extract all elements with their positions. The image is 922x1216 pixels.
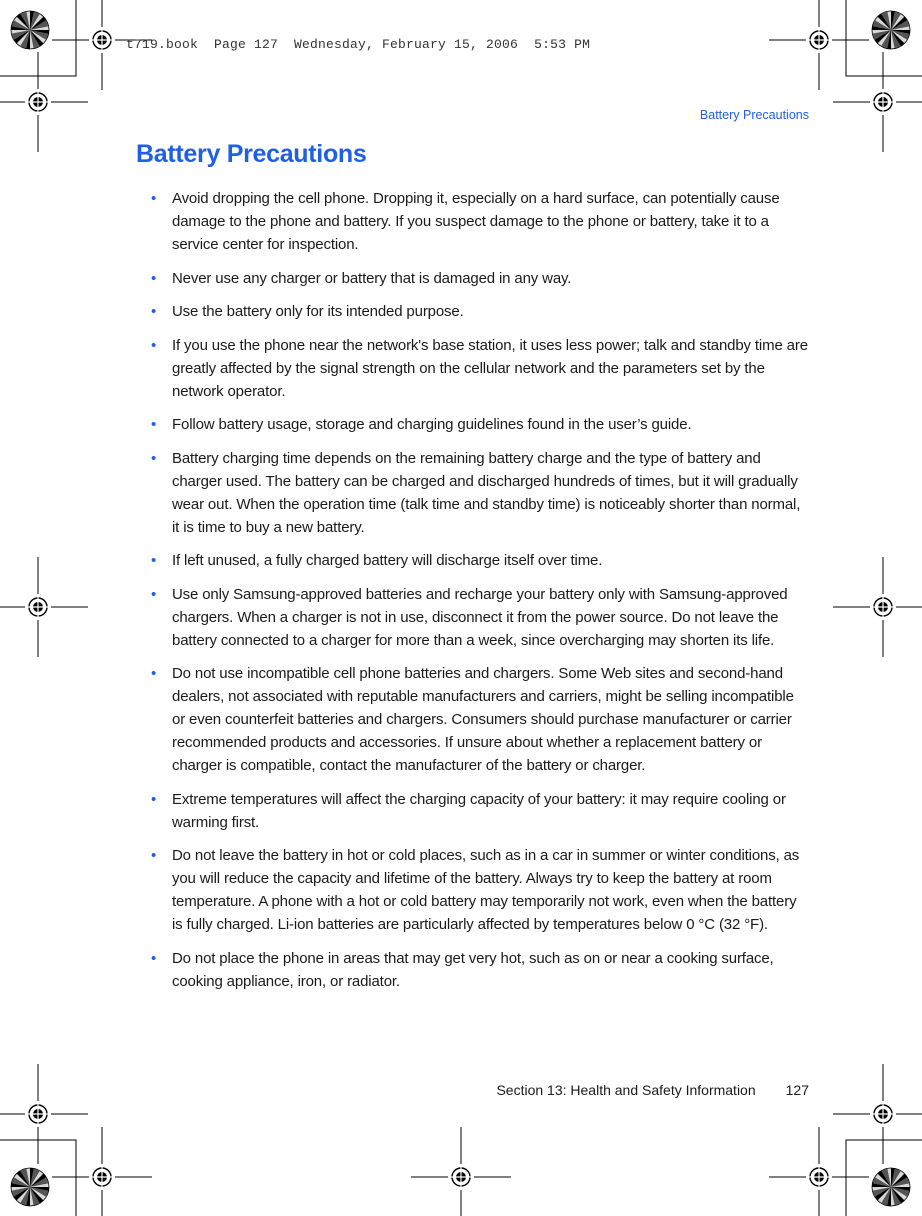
bullet-icon: • (151, 269, 157, 287)
precautions-list (150, 187, 810, 1003)
list-item (150, 334, 810, 403)
bullet-icon: • (151, 190, 157, 207)
bullet-text: If left unused, a fully charged battery will discharge itself over time. (172, 552, 603, 569)
bullet-text: Use only Samsung-approved batteries and recharge your battery only with Samsung-approved chargers. When a charger is not in use, disconnect it from the power source. Do not leave the battery connected to a charger for more than a week, since overcharging may shorten its life. (172, 585, 788, 649)
list-item (150, 844, 810, 936)
bullet-text: Do not leave the battery in hot or cold places, such as in a car in summer or winter conditions, as you will reduce the capacity and lifetime of the battery. Always try to keep the battery at room temperature. A phone with a hot or cold battery may temporarily not work, even when the battery is fully charged. Li-ion batteries are particularly affected by temperatures below 0 °C (32 °F). (172, 847, 800, 933)
bullet-text: Use the battery only for its intended purpose. (172, 303, 464, 320)
page-title: Battery Precautions (136, 140, 367, 168)
list-item (150, 947, 810, 993)
bullet-icon: • (151, 336, 157, 354)
list-item (150, 267, 810, 290)
list-item (150, 187, 810, 256)
bullet-text: If you use the phone near the network's base station, it uses less power; talk and standby time are greatly affected by the signal strength on the cellular network and the parameters set by the network operator. (172, 336, 808, 400)
bullet-icon: • (151, 790, 157, 808)
bullet-icon: • (151, 416, 157, 433)
bullet-icon: • (151, 449, 157, 467)
bullet-text: Avoid dropping the cell phone. Dropping it, especially on a hard surface, can potentially cause damage to the phone and battery. If you suspect damage to the phone or battery, take it to a service center for inspection. (172, 190, 780, 253)
bullet-icon: • (151, 585, 157, 603)
bullet-text: Extreme temperatures will affect the charging capacity of your battery: it may require cooling or warming first. (172, 790, 786, 831)
list-item (150, 583, 810, 652)
bullet-icon: • (151, 552, 157, 569)
bullet-icon: • (151, 665, 157, 682)
bullet-icon: • (151, 949, 157, 967)
list-item (150, 788, 810, 834)
list-item (150, 300, 810, 323)
bullet-text: Do not place the phone in areas that may get very hot, such as on or near a cooking surface, cooking appliance, iron, or radiator. (172, 949, 774, 990)
running-header: Battery Precautions (699, 108, 809, 122)
list-item (150, 549, 810, 572)
footer-section-title: Section 13: Health and Safety Information (496, 1082, 756, 1098)
list-item (150, 413, 810, 436)
bullet-text: Follow battery usage, storage and charging guidelines found in the user’s guide. (172, 416, 692, 433)
page-footer (496, 1082, 809, 1098)
page-number: 127 (785, 1082, 809, 1098)
bullet-text: Do not use incompatible cell phone batteries and chargers. Some Web sites and second-hand dealers, not associated with reputable manufacturers and carriers, might be selling incompatible or even counterfeit batteries and chargers. Consumers should purchase manufacturer or carrier recommended products and accessories. If unsure about whether a replacement battery or charger is compatible, contact the manufacturer of the battery or charger. (172, 665, 794, 774)
bullet-icon: • (151, 847, 157, 864)
list-item (150, 447, 810, 539)
print-slug: t719.book Page 127 Wednesday, February 15, 2006 5:53 PM (126, 37, 591, 52)
list-item (150, 662, 810, 777)
bullet-text: Battery charging time depends on the remaining battery charge and the type of battery and charger used. The battery can be charged and discharged hundreds of times, but it will gradually wear out. When the operation time (talk time and standby time) is noticeably shorter than normal, it is time to buy a new battery. (172, 449, 801, 536)
bullet-icon: • (151, 303, 157, 320)
bullet-text: Never use any charger or battery that is damaged in any way. (172, 269, 572, 287)
